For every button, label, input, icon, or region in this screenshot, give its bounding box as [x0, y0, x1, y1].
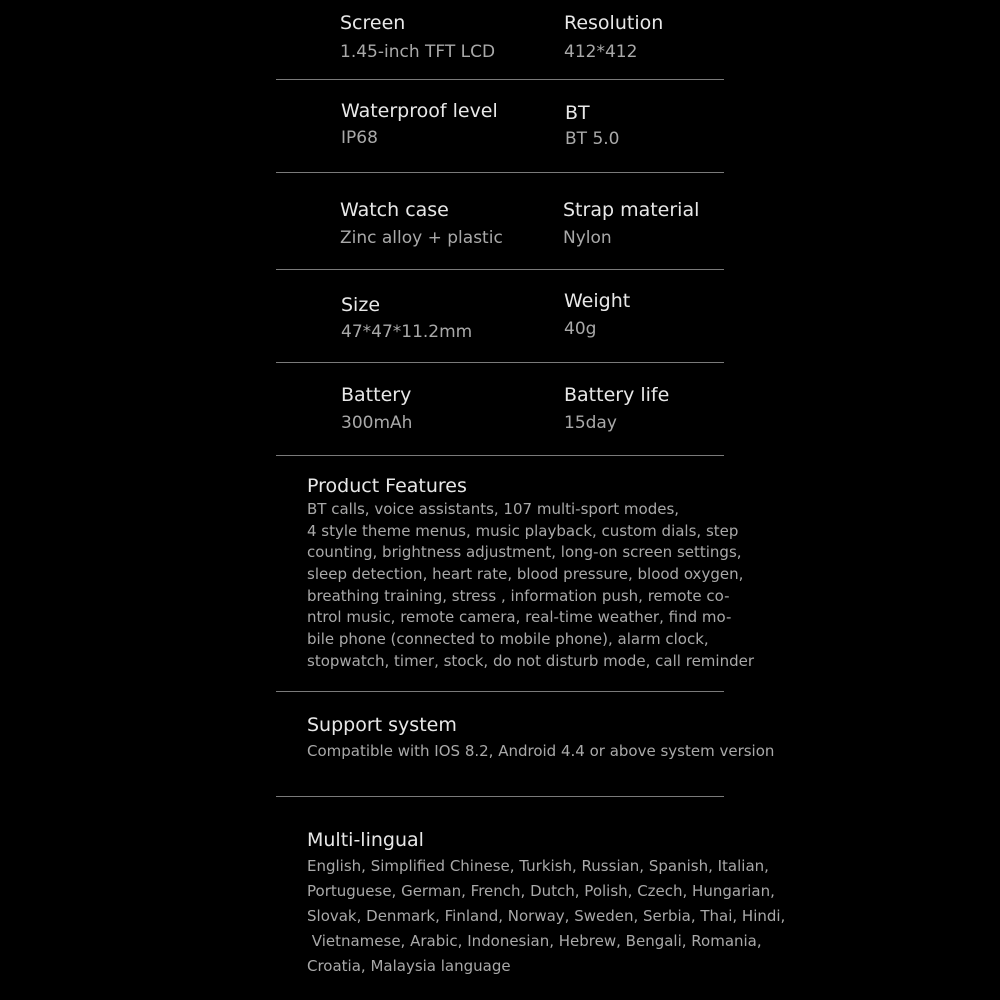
language-line: Croatia, Malaysia language	[307, 957, 511, 975]
multi-lingual-text	[307, 854, 786, 979]
bt-value: BT 5.0	[565, 129, 620, 149]
product-features-text	[307, 499, 754, 673]
feature-line: breathing training, stress , information push, remote co-	[307, 586, 730, 605]
support-system-text	[307, 740, 775, 762]
resolution-label: Resolution	[564, 12, 664, 34]
divider	[276, 455, 724, 456]
support-line: Compatible with IOS 8.2, Android 4.4 or above system version	[307, 742, 775, 760]
multi-lingual-title: Multi-lingual	[307, 829, 424, 851]
divider	[276, 269, 724, 270]
language-line: Vietnamese, Arabic, Indonesian, Hebrew, Bengali, Romania,	[307, 932, 762, 950]
screen-label: Screen	[340, 12, 406, 34]
feature-line: counting, brightness adjustment, long-on screen settings,	[307, 543, 742, 562]
divider	[276, 172, 724, 173]
battery-life-label: Battery life	[564, 384, 670, 406]
feature-line: ntrol music, remote camera, real-time weather, find mo-	[307, 608, 732, 627]
language-line: English, Simplified Chinese, Turkish, Russian, Spanish, Italian,	[307, 857, 769, 875]
bt-label: BT	[565, 102, 590, 124]
size-label: Size	[341, 294, 381, 316]
strap-material-value: Nylon	[563, 228, 612, 248]
battery-life-value: 15day	[564, 413, 617, 433]
language-line: Portuguese, German, French, Dutch, Polish, Czech, Hungarian,	[307, 882, 775, 900]
divider	[276, 79, 724, 80]
feature-line: stopwatch, timer, stock, do not disturb mode, call reminder	[307, 651, 754, 670]
screen-value: 1.45-inch TFT LCD	[340, 42, 496, 62]
product-features-title: Product Features	[307, 475, 467, 497]
divider	[276, 691, 724, 692]
resolution-value: 412*412	[564, 42, 638, 62]
feature-line: 4 style theme menus, music playback, custom dials, step	[307, 521, 739, 540]
divider	[276, 796, 724, 797]
weight-label: Weight	[564, 290, 631, 312]
battery-label: Battery	[341, 384, 412, 406]
divider	[276, 362, 724, 363]
size-value: 47*47*11.2mm	[341, 322, 473, 342]
language-line: Slovak, Denmark, Finland, Norway, Sweden, Serbia, Thai, Hindi,	[307, 907, 786, 925]
battery-value: 300mAh	[341, 413, 413, 433]
strap-material-label: Strap material	[563, 199, 700, 221]
waterproof-label: Waterproof level	[341, 100, 498, 122]
waterproof-value: IP68	[341, 128, 378, 148]
watch-case-value: Zinc alloy + plastic	[340, 228, 503, 248]
weight-value: 40g	[564, 319, 597, 339]
feature-line: BT calls, voice assistants, 107 multi-sport modes,	[307, 500, 680, 518]
support-system-title: Support system	[307, 714, 457, 736]
feature-line: bile phone (connected to mobile phone), alarm clock,	[307, 630, 709, 649]
watch-case-label: Watch case	[340, 199, 449, 221]
feature-line: sleep detection, heart rate, blood pressure, blood oxygen,	[307, 565, 744, 584]
